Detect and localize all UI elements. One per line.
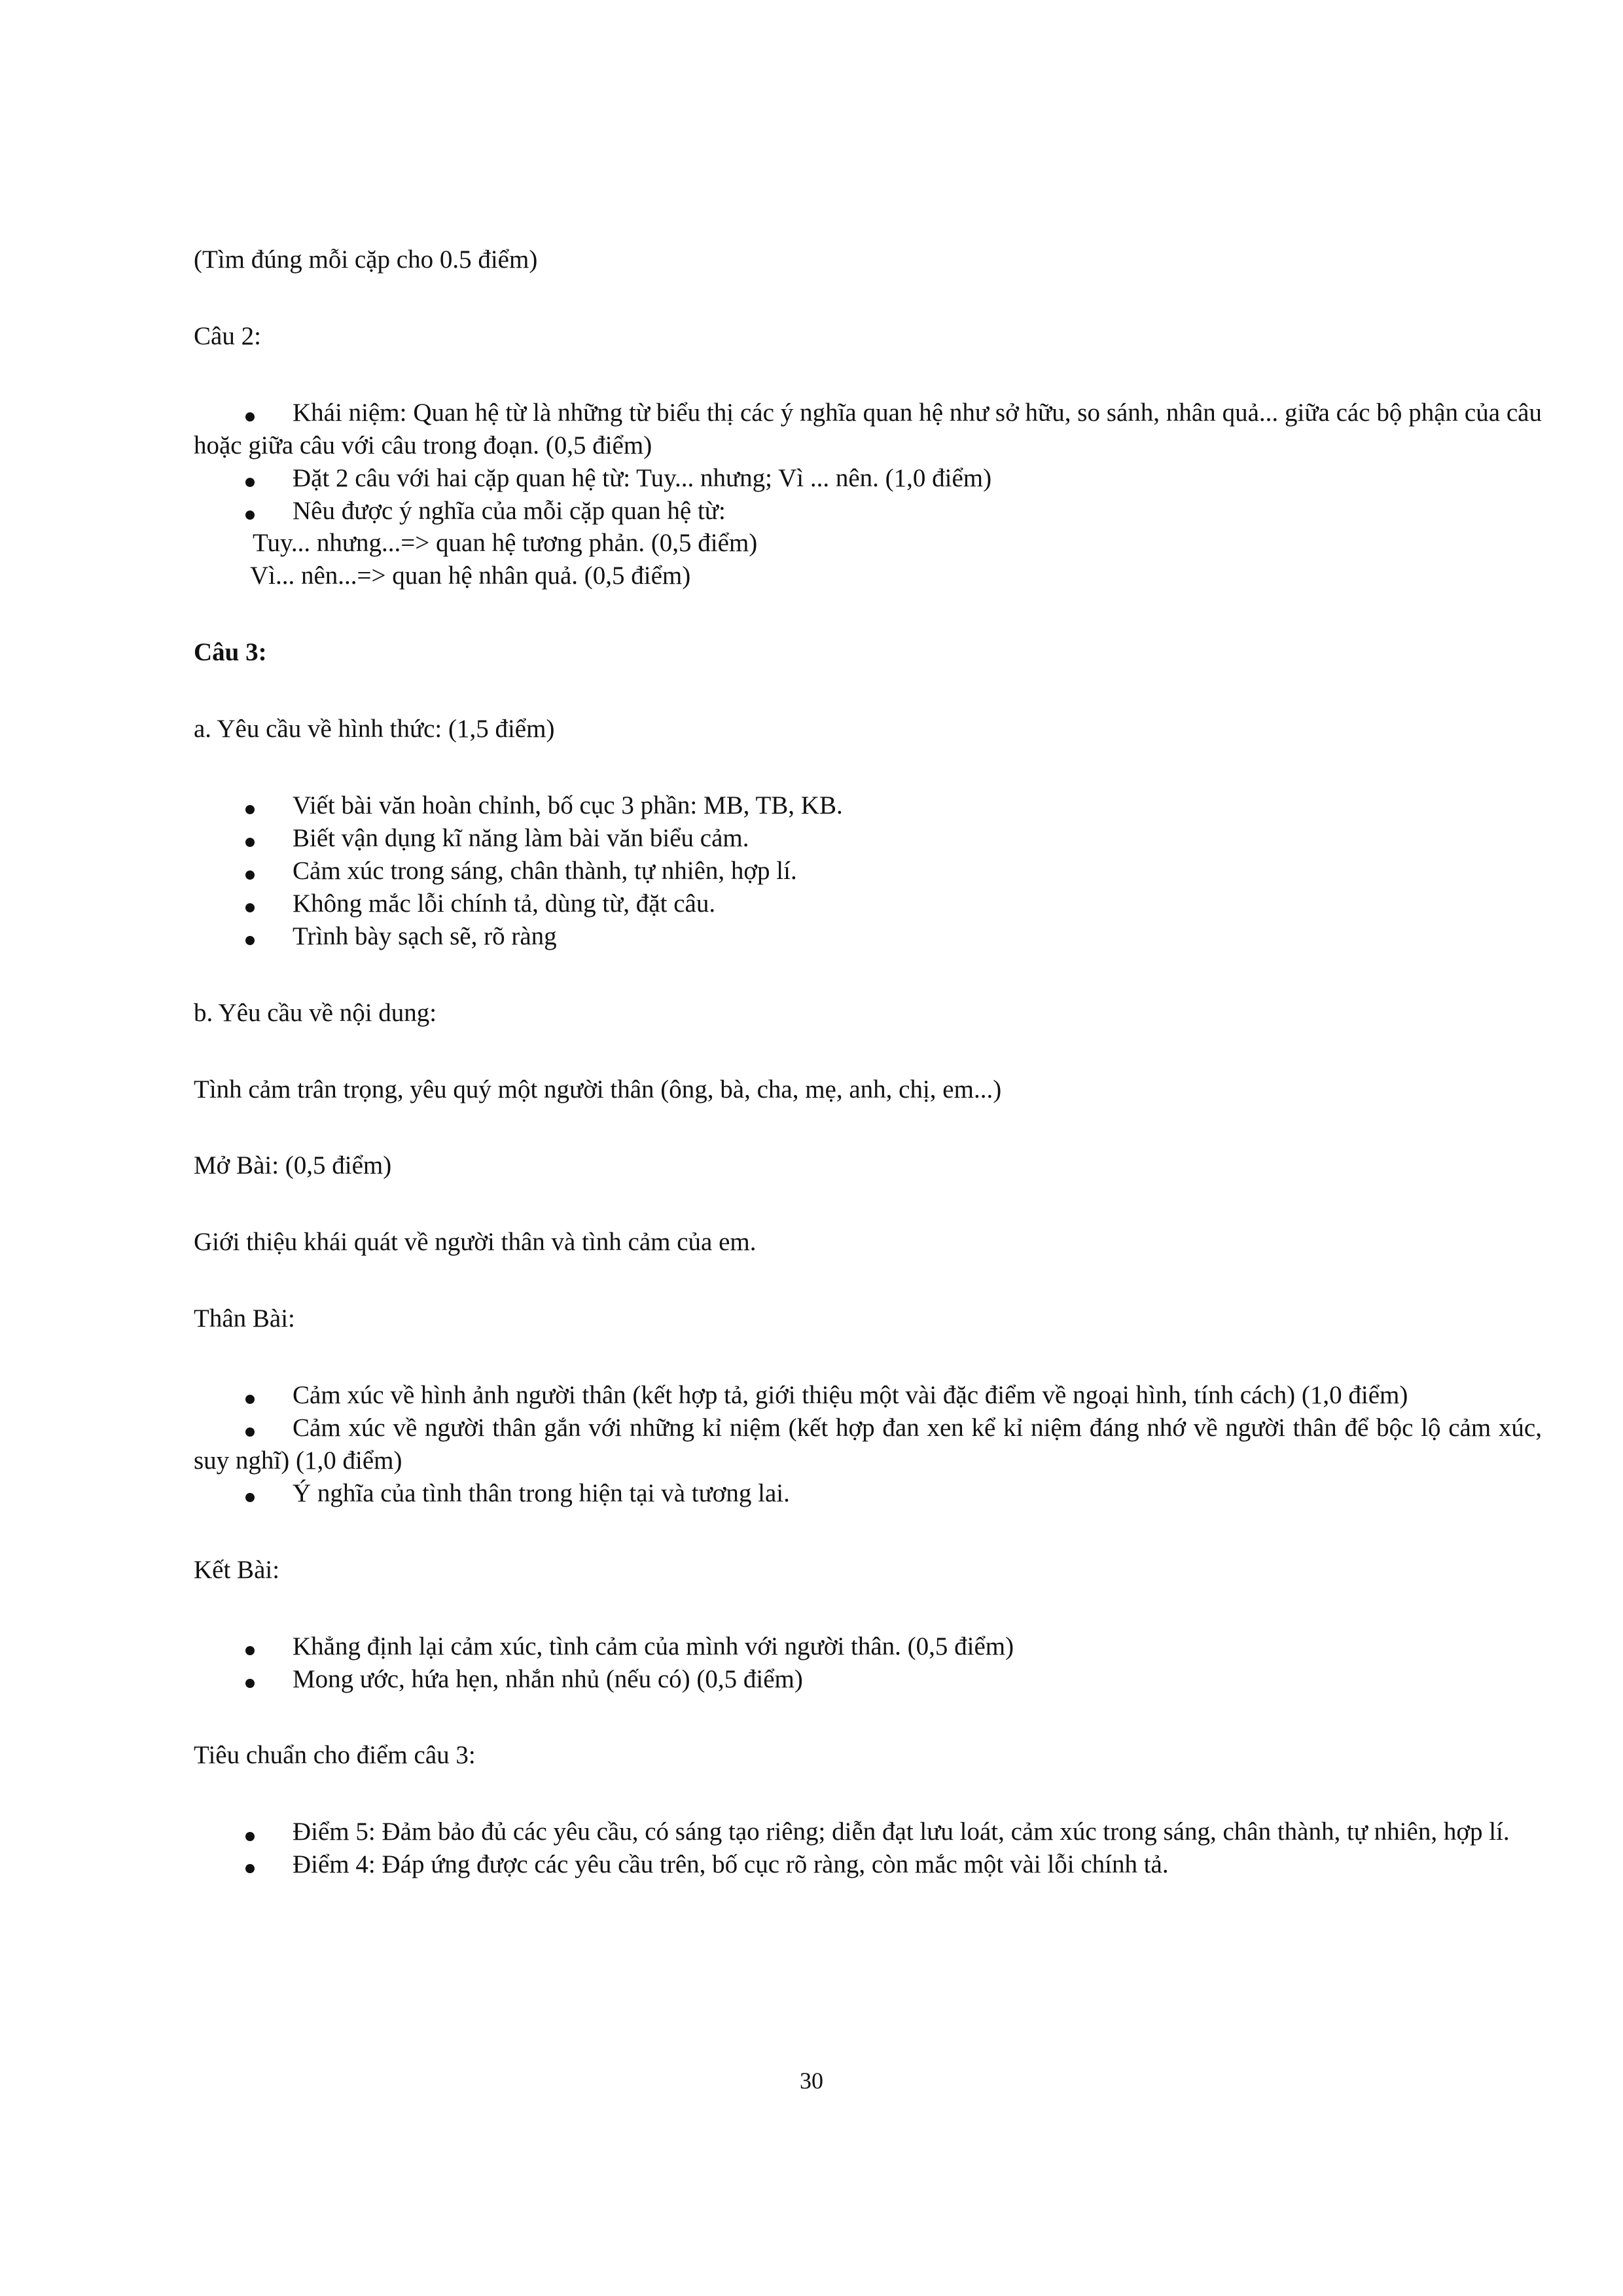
meaning-line: Vì... nên...=> quan hệ nhân quả. (0,5 điểm) bbox=[250, 562, 691, 590]
bullet-icon bbox=[245, 1493, 255, 1502]
list-item: Viết bài văn hoàn chỉnh, bố cục 3 phần: MB, TB, KB. bbox=[194, 789, 1542, 822]
scoring-note: (Tìm đúng mỗi cặp cho 0.5 điểm) bbox=[194, 245, 538, 274]
bullet-icon bbox=[245, 1832, 255, 1841]
topic-text: Tình cảm trân trọng, yêu quý một người thân (ông, bà, cha, mẹ, anh, chị, em...) bbox=[194, 1075, 1002, 1103]
bullet-icon bbox=[245, 870, 255, 880]
list-item: Không mắc lỗi chính tả, dùng từ, đặt câu. bbox=[194, 888, 1542, 920]
list-item: Khái niệm: Quan hệ từ là những từ biểu thị các ý nghĩa quan hệ như sở hữu, so sánh, nhân quả... giữa các bộ phận của câu hoặc giữa câu với câu trong đoạn. (0,5 điểm) bbox=[194, 398, 1542, 459]
list-item: Cảm xúc về người thân gắn với những kỉ niệm (kết hợp đan xen kể kỉ niệm đáng nhớ về người thân để bộc lộ cảm xúc, suy nghĩ) (1,0 điểm) bbox=[194, 1414, 1542, 1475]
mo-bai-heading: Mở Bài: (0,5 điểm) bbox=[194, 1151, 392, 1180]
list-item: Điểm 5: Đảm bảo đủ các yêu cầu, có sáng tạo riêng; diễn đạt lưu loát, cảm xúc trong sáng, chân thành, tự nhiên, hợp lí. bbox=[194, 1816, 1542, 1848]
bullet-icon bbox=[245, 478, 255, 487]
bullet-icon bbox=[245, 511, 255, 520]
cau2-list bbox=[194, 397, 1542, 528]
bullet-icon bbox=[245, 1646, 255, 1655]
list-item: Đặt 2 câu với hai cặp quan hệ từ: Tuy... nhưng; Vì ... nên. (1,0 điểm) bbox=[194, 462, 1542, 495]
list-item: Cảm xúc về hình ảnh người thân (kết hợp tả, giới thiệu một vài đặc điểm về ngoại hình, tính cách) (1,0 điểm) bbox=[194, 1379, 1542, 1412]
than-bai-list bbox=[194, 1379, 1542, 1510]
cau3-heading: Câu 3: bbox=[194, 638, 267, 667]
meaning-line: Tuy... nhưng...=> quan hệ tương phản. (0,5 điểm) bbox=[253, 529, 758, 558]
list-item: Biết vận dụng kĩ năng làm bài văn biểu cảm. bbox=[194, 822, 1542, 855]
bullet-icon bbox=[245, 1679, 255, 1688]
than-bai-heading: Thân Bài: bbox=[194, 1304, 295, 1333]
part-b-heading: b. Yêu cầu về nội dung: bbox=[194, 998, 437, 1027]
criteria-heading: Tiêu chuẩn cho điểm câu 3: bbox=[194, 1741, 476, 1770]
list-item: Mong ước, hứa hẹn, nhắn nhủ (nếu có) (0,5 điểm) bbox=[194, 1663, 1542, 1696]
list-item: Cảm xúc trong sáng, chân thành, tự nhiên, hợp lí. bbox=[194, 855, 1542, 888]
bullet-icon bbox=[245, 903, 255, 912]
criteria-list bbox=[194, 1816, 1542, 1881]
cau2-meanings bbox=[194, 527, 1542, 592]
page-number: 30 bbox=[800, 2068, 823, 2094]
list-item: Điểm 4: Đáp ứng được các yêu cầu trên, bố cục rõ ràng, còn mắc một vài lỗi chính tả. bbox=[194, 1848, 1542, 1881]
bullet-icon bbox=[245, 412, 255, 422]
part-a-heading: a. Yêu cầu về hình thức: (1,5 điểm) bbox=[194, 715, 555, 744]
list-item: Khẳng định lại cảm xúc, tình cảm của mình với người thân. (0,5 điểm) bbox=[194, 1630, 1542, 1663]
ket-bai-heading: Kết Bài: bbox=[194, 1555, 280, 1584]
ket-bai-list bbox=[194, 1630, 1542, 1696]
part-a-list bbox=[194, 789, 1542, 953]
bullet-icon bbox=[245, 936, 255, 945]
cau2-heading: Câu 2: bbox=[194, 321, 261, 350]
list-item: Nêu được ý nghĩa của mỗi cặp quan hệ từ: bbox=[194, 495, 1542, 528]
document-page bbox=[194, 243, 1542, 1925]
mo-bai-text: Giới thiệu khái quát về người thân và tình cảm của em. bbox=[194, 1228, 757, 1257]
list-item: Trình bày sạch sẽ, rõ ràng bbox=[194, 920, 1542, 953]
list-item: Ý nghĩa của tình thân trong hiện tại và tương lai. bbox=[194, 1477, 1542, 1510]
